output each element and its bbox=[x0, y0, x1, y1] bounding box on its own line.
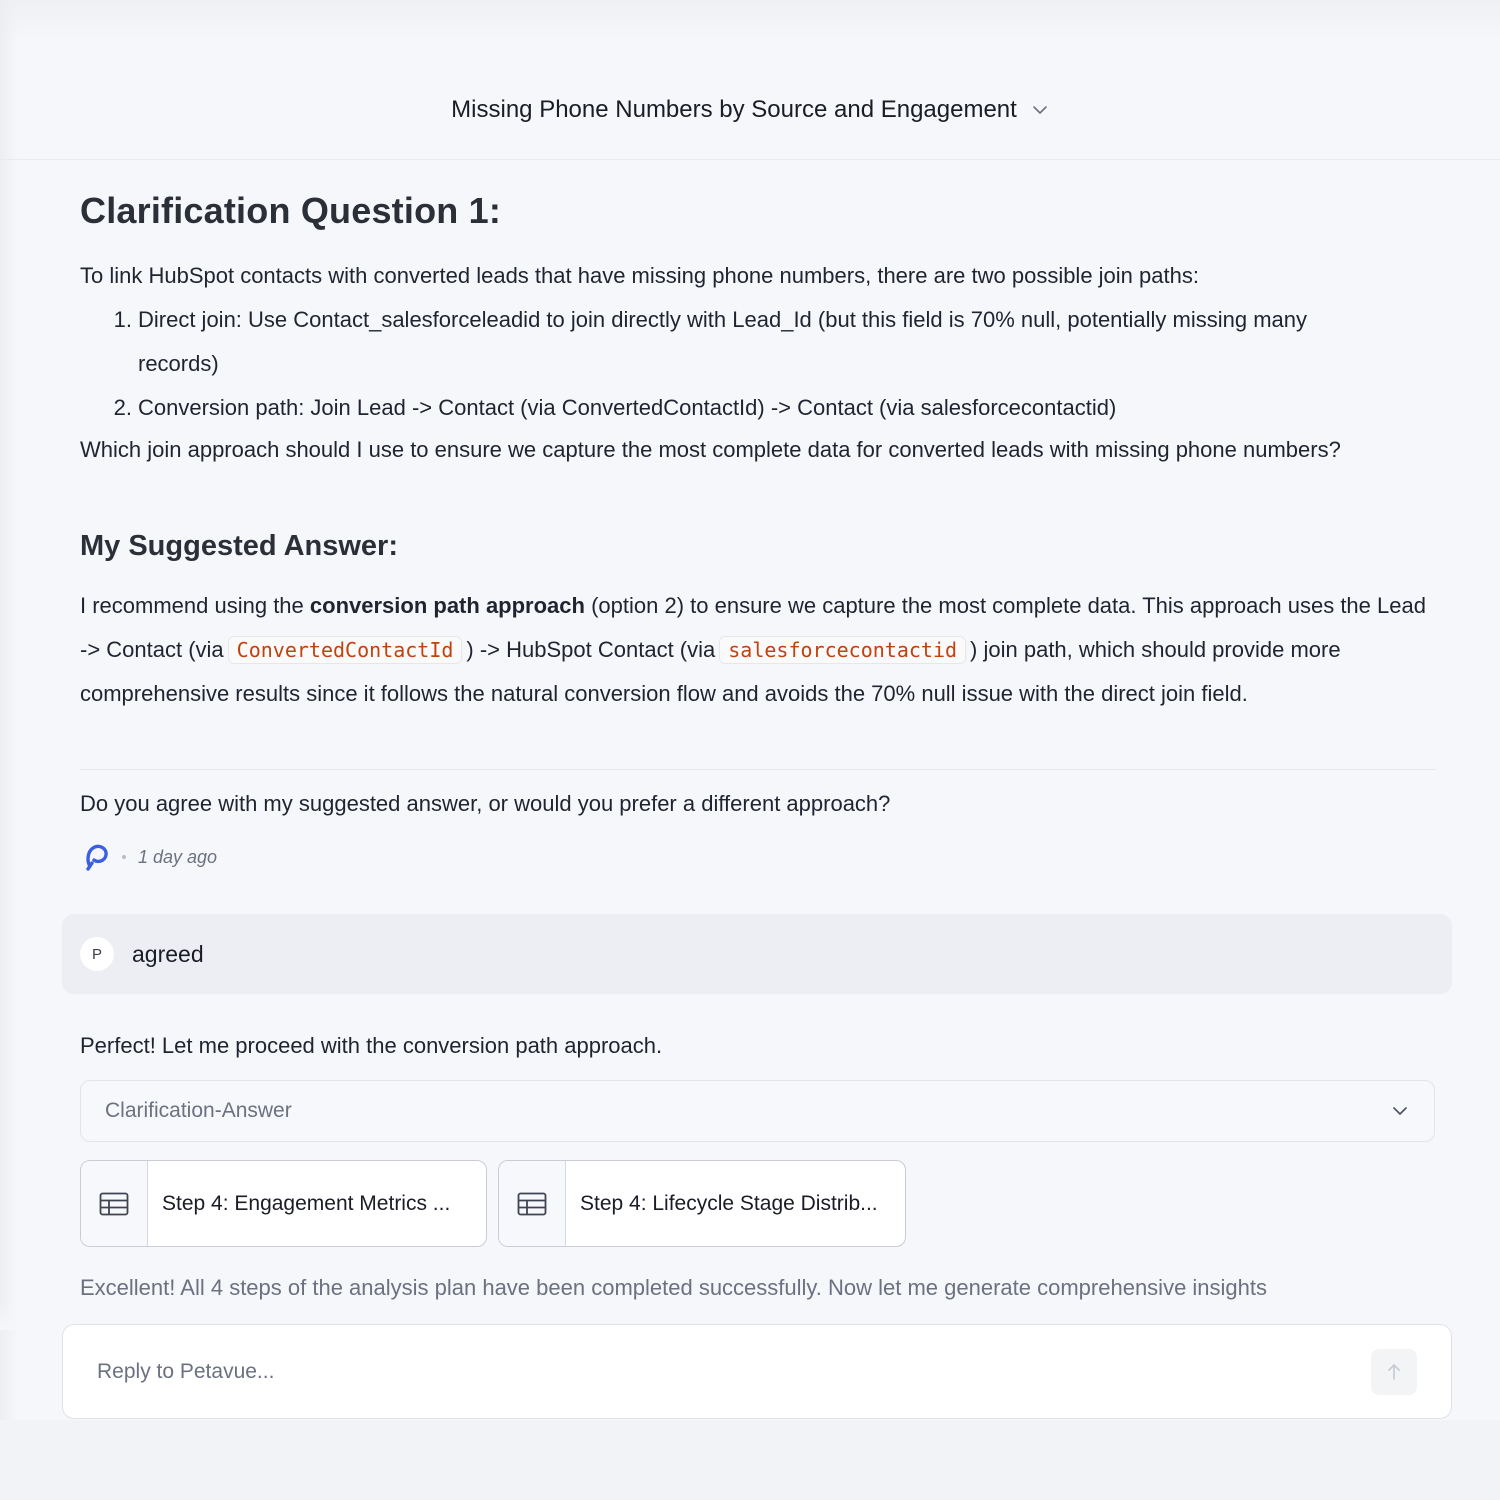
clarification-question: Which join approach should I use to ensure we capture the most complete data for converted leads with missing phone numbers? bbox=[80, 437, 1341, 462]
message-meta bbox=[84, 842, 217, 872]
table-icon bbox=[81, 1161, 148, 1246]
clarification-answer-collapsible[interactable] bbox=[80, 1080, 1435, 1142]
bottom-bar bbox=[0, 1420, 1500, 1500]
conversation-header bbox=[0, 0, 1500, 160]
chevron-down-icon bbox=[1390, 1101, 1410, 1121]
join-options-list bbox=[80, 298, 1436, 430]
inline-code: ConvertedContactId bbox=[228, 636, 463, 664]
chevron-down-icon bbox=[1031, 101, 1049, 119]
assistant-summary-text: Excellent! All 4 steps of the analysis plan have been completed successfully. Now let me generate comprehensive insights bbox=[80, 1275, 1268, 1300]
separator-dot bbox=[122, 855, 126, 859]
agree-question: Do you agree with my suggested answer, or would you prefer a different approach? bbox=[80, 791, 891, 816]
arrow-up-icon bbox=[1386, 1363, 1402, 1381]
list-number: 1. bbox=[113, 307, 132, 332]
list-number: 2. bbox=[113, 395, 132, 420]
answer-text: (option 2) to ensure we capture the most complete data. This approach uses the Lead -> Contact (via bbox=[80, 593, 1426, 662]
step-card-label: Step 4: Lifecycle Stage Distrib... bbox=[580, 1191, 878, 1215]
suggested-answer-text bbox=[80, 584, 1436, 716]
step-card-engagement-metrics[interactable] bbox=[80, 1160, 487, 1247]
list-item bbox=[80, 386, 1436, 430]
avatar: P bbox=[80, 937, 114, 971]
list-item bbox=[80, 298, 1436, 386]
list-text: Conversion path: Join Lead -> Contact (via ConvertedContactId) -> Contact (via salesforcecontactid) bbox=[138, 395, 1117, 420]
left-shadow bbox=[0, 0, 18, 1500]
suggested-answer-heading: My Suggested Answer: bbox=[80, 530, 398, 562]
clarification-answer-label: Clarification-Answer bbox=[105, 1099, 292, 1122]
answer-text: ) -> HubSpot Contact (via bbox=[466, 637, 716, 662]
message-timestamp: 1 day ago bbox=[138, 846, 218, 867]
reply-input[interactable] bbox=[97, 1360, 1297, 1384]
answer-text: I recommend using the bbox=[80, 593, 310, 618]
send-button[interactable] bbox=[1371, 1349, 1417, 1395]
user-message bbox=[62, 914, 1452, 994]
clarification-heading: Clarification Question 1: bbox=[80, 190, 502, 231]
divider bbox=[80, 769, 1436, 770]
reply-box bbox=[62, 1324, 1452, 1419]
user-message-text: agreed bbox=[132, 940, 204, 967]
step-card-label: Step 4: Engagement Metrics ... bbox=[162, 1191, 451, 1215]
table-icon bbox=[499, 1161, 566, 1246]
petavue-logo-icon bbox=[84, 842, 110, 872]
step-card-lifecycle-stage[interactable] bbox=[498, 1160, 906, 1247]
assistant-reply: Perfect! Let me proceed with the conversion path approach. bbox=[80, 1033, 663, 1058]
inline-code: salesforcecontactid bbox=[719, 636, 966, 664]
clarification-intro: To link HubSpot contacts with converted leads that have missing phone numbers, there are two possible join paths: bbox=[80, 263, 1199, 288]
conversation-title-dropdown[interactable] bbox=[0, 96, 1500, 124]
conversation-title: Missing Phone Numbers by Source and Engagement bbox=[451, 96, 1017, 123]
list-text: Direct join: Use Contact_salesforceleadid to join directly with Lead_Id (but this field is 70% null, potentially missing many records) bbox=[138, 307, 1308, 376]
answer-bold: conversion path approach bbox=[309, 593, 585, 618]
answer-text: ) join path, which should provide more comprehensive results since it follows the natural conversion flow and avoids the 70% null issue with the direct join field. bbox=[80, 637, 1341, 706]
